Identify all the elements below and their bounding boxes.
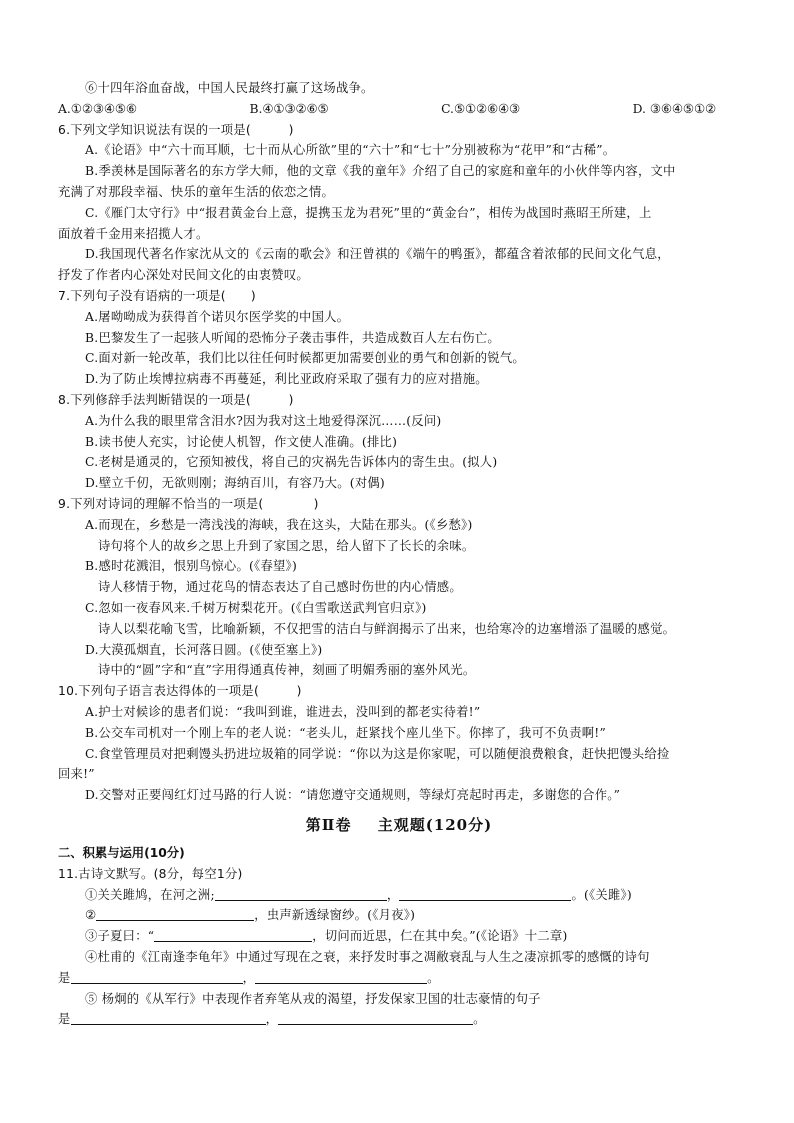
q8-option-d: D.壁立千仞，无欲则刚；海纳百川，有容乃大。(对偶)	[85, 476, 385, 491]
q10-stem: 10.下列句子语言表达得体的一项是( )	[58, 684, 302, 699]
q11-item-5-end: 。	[473, 1012, 486, 1027]
answer-blank[interactable]	[215, 887, 387, 901]
q11-item-4-line1: ④杜甫的《江南逢李龟年》中通过写现在之衰，来抒发时事之凋敝衰乱与人生之凄凉抓零的感慨的诗句	[85, 950, 650, 965]
q9-option-c: C.忽如一夜春风来.千树万树梨花开。(《白雪歌送武判官归京》)	[85, 600, 427, 615]
q10-option-d: D.交警对正要闯红灯过马路的行人说：“请您遵守交通规则，等绿灯亮起时再走，多谢您的合作。”	[85, 788, 621, 803]
q8-option-c: C.老树是通灵的，它预知被伐，将自己的灾祸先告诉体内的寄生虫。(拟人)	[85, 455, 498, 470]
q9-option-b-note: 诗人移情于物，通过花鸟的情态表达了自己感时伤世的内心情感。	[98, 580, 462, 595]
answer-blank[interactable]	[399, 887, 571, 901]
part2-subtitle: 主观题(120分)	[377, 815, 493, 834]
q6-option-d-line2: 抒发了作者内心深处对民间文化的由衷赞叹。	[58, 268, 309, 283]
q11-item-2	[58, 905, 740, 926]
q6-stem: 6.下列文学知识说法有误的一项是( )	[58, 122, 294, 137]
q11-item-4-sep: ，	[242, 970, 256, 985]
q11-item-2-source: ，虫声新透绿窗纱。(《月夜》)	[254, 908, 416, 923]
q9-option-b: B.感时花溅泪，恨别鸟惊心。(《春望》)	[85, 559, 297, 574]
answer-blank[interactable]	[71, 970, 243, 984]
answer-blank[interactable]	[255, 970, 427, 984]
q6-option-c-line1: C.《雁门太守行》中“报君黄金台上意，提携玉龙为君死”里的“黄金台”，相传为战国时燕昭王所建，上	[85, 205, 652, 220]
q11-item-5-pre: 是	[58, 1012, 71, 1027]
q5-item-6: ⑥十四年浴血奋战，中国人民最终打赢了这场战争。	[85, 81, 374, 95]
q9-option-a-note: 诗句将个人的故乡之思上升到了家国之思，给人留下了长长的余味。	[98, 538, 475, 553]
q11-item-3-source: ，切问而近思，仁在其中矣。”(《论语》十二章)	[312, 929, 568, 944]
q11-item-5-line1: ⑤ 杨炯的《从军行》中表现作者弃笔从戎的渴望，抒发保家卫国的壮志豪情的句子	[85, 991, 541, 1006]
q10-option-a: A.护士对候诊的患者们说：“我叫到谁，谁进去，没叫到的都老实待着!”	[85, 704, 481, 719]
q11-item-2-prompt: ②	[85, 908, 97, 923]
q8-stem: 8.下列修辞手法判断错误的一项是( )	[58, 392, 294, 407]
q9-option-d: D.大漠孤烟直，长河落日圆。(《使至塞上》)	[85, 642, 323, 657]
q5-choices	[58, 99, 740, 120]
part2-title	[58, 810, 740, 840]
q7-option-b: B.巴黎发生了一起骇人听闻的恐怖分子袭击事件，共造成数百人左右伤亡。	[85, 330, 500, 345]
answer-blank[interactable]	[96, 907, 254, 921]
q5-choice-d: D. ③⑥④⑤①②	[632, 101, 716, 116]
q6-option-c-line2: 面放着千金用来招揽人才。	[58, 226, 209, 241]
q11-item-5-line2	[58, 1009, 740, 1030]
q6-option-d-line1: D.我国现代著名作家沈从文的《云南的歌会》和汪曾祺的《端午的鸭蛋》，都蕴含着浓郁的民间文化气息，	[85, 247, 670, 262]
q10-option-b: B.公交车司机对一个刚上车的老人说：“老头儿，赶紧找个座儿坐下。你摔了，我可不负责啊!”	[85, 725, 607, 740]
q9-stem: 9.下列对诗词的理解不恰当的一项是( )	[58, 496, 319, 511]
q11-item-1-sep: ，	[386, 887, 400, 902]
answer-blank[interactable]	[71, 1011, 266, 1025]
q9-option-d-note: 诗中的“圆”字和“直”字用得通真传神，刻画了明媚秀丽的塞外风光。	[98, 663, 476, 678]
q5-choice-b: B.④①③②⑥⑤	[249, 101, 329, 116]
q7-option-d: D.为了防止埃博拉病毒不再蔓延，利比亚政府采取了强有力的应对措施。	[85, 372, 488, 387]
q6-option-b-line2: 充满了对那段幸福、快乐的童年生活的依恋之情。	[58, 184, 335, 199]
q7-stem: 7.下列句子没有语病的一项是( )	[58, 288, 256, 303]
q11-item-1	[58, 885, 740, 906]
q6-option-b-line1: B.季羡林是国际著名的东方学大师，他的文章《我的童年》介绍了自己的家庭和童年的小伙伴等内容，文中	[85, 164, 676, 179]
q6-option-a: A.《论语》中“六十而耳顺，七十而从心所欲”里的“六十”和“七十”分别被称为“花甲”和“古稀”。	[85, 143, 616, 158]
q10-option-c-line2: 回来!”	[58, 767, 95, 782]
q11-item-1-source: 。(《关雎》)	[571, 887, 632, 902]
q11-item-4-end: 。	[427, 970, 440, 985]
q5-choice-c: C.⑤①②⑥④③	[441, 101, 521, 116]
q10-option-c-line1: C.食堂管理员对把剩馒头扔进垃圾箱的同学说：“你以为这是你家呢，可以随便浪费粮食，赶快把馒头给捡	[85, 746, 670, 761]
exam-page	[58, 78, 740, 1030]
q11-item-4-line2	[58, 968, 740, 989]
q11-item-5-sep: ，	[265, 1012, 279, 1027]
section2-heading: 二、积累与运用(10分)	[58, 845, 185, 860]
q7-option-a: A.屠呦呦成为获得首个诺贝尔医学奖的中国人。	[85, 309, 350, 324]
q7-option-c: C.面对新一轮改革，我们比以往任何时候都更加需要创业的勇气和创新的锐气。	[85, 351, 525, 366]
q11-item-3-prompt: ③子夏曰：“	[85, 929, 155, 944]
answer-blank[interactable]	[154, 928, 312, 942]
q11-item-4-pre: 是	[58, 970, 71, 985]
part2-volume: 第Ⅱ卷	[305, 815, 352, 834]
q11-item-1-prompt: ①关关雎鸠，在河之洲;	[85, 887, 215, 902]
q8-option-b: B.读书使人充实，讨论使人机智，作文使人准确。(排比)	[85, 434, 398, 449]
q9-option-a: A.而现在，乡愁是一湾浅浅的海峡，我在这头，大陆在那头。(《乡愁》)	[85, 517, 473, 532]
q9-option-c-note: 诗人以梨花喻飞雪，比喻新颖，不仅把雪的洁白与鲜润揭示了出来，也给寒冷的边塞增添了温暖的感觉。	[98, 621, 676, 636]
q5-choice-a: A.①②③④⑤⑥	[58, 101, 137, 116]
answer-blank[interactable]	[278, 1011, 473, 1025]
q8-option-a: A.为什么我的眼里常含泪水?因为我对这土地爱得深沉……(反问)	[85, 413, 442, 428]
q11-stem: 11.古诗文默写。(8分，每空1分)	[58, 866, 243, 881]
q11-item-3	[58, 926, 740, 947]
